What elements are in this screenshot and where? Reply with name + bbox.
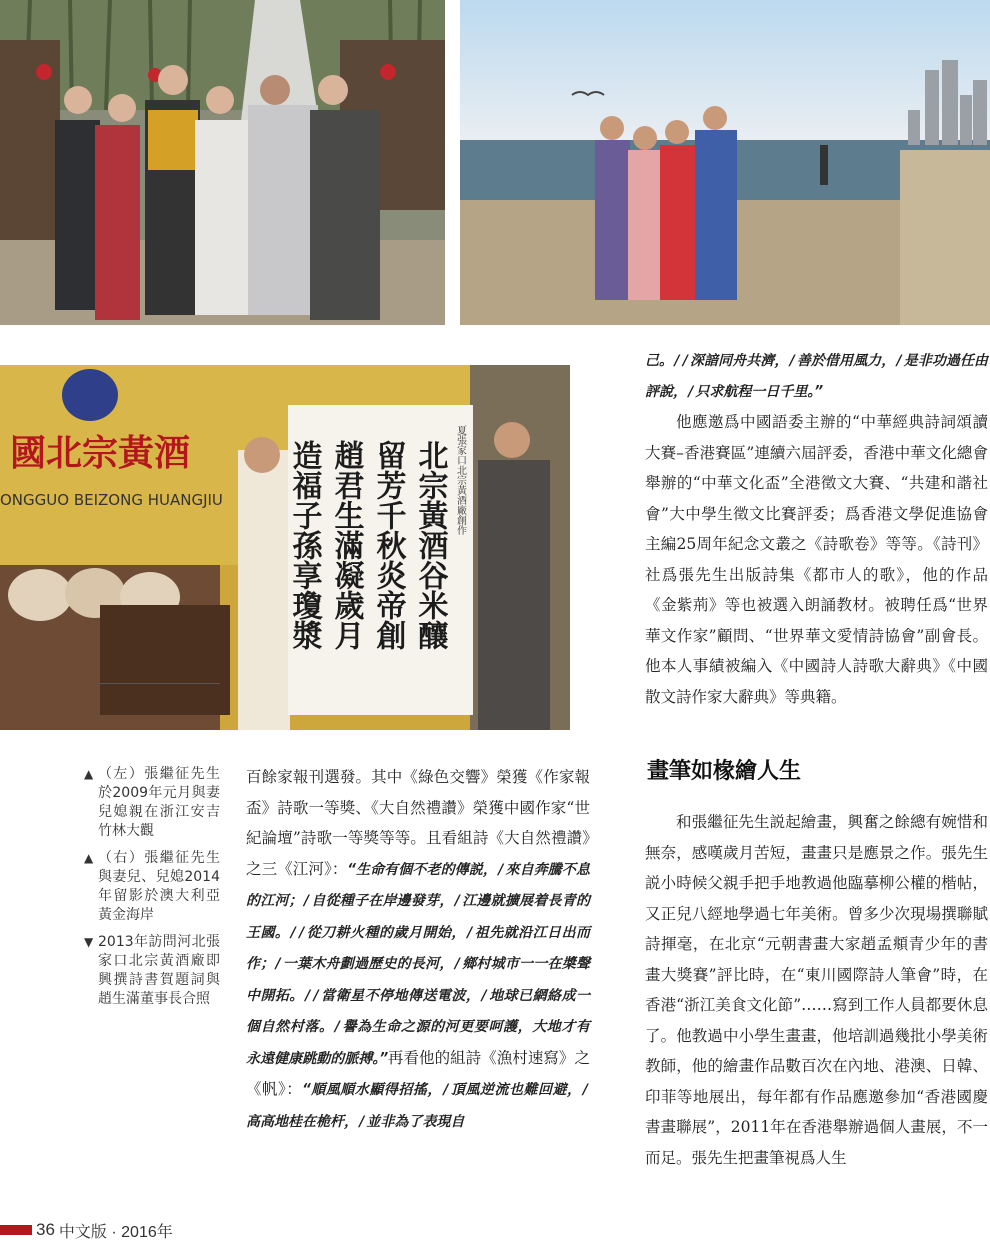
scroll-side-text: 夏張家口北宗黃酒廠創作 xyxy=(454,425,466,535)
poem-text: 己。//深諳同舟共濟，/善於借用風力，/是非功過任由評說，/只求航程一日千里。” xyxy=(645,353,988,400)
article-paragraph: 和張繼征先生説起繪畫，興奮之餘總有婉惜和無奈，感嘆歲月苦短，畫畫只是應景之作。張先生説小時候父親手把手地教過他臨摹柳公權的楷帖，又正兒八經地學過七年美術。曾多少次現場撰聯賦詩揮毫，在北京“元朝書畫大家趙孟頫青少年的書畫大獎賽”評比時，在“東川國際詩人筆會”時，在香港“浙江美食文化節”……寫到工作人員都要休息了。他教過中小學生畫畫，他培訓過幾批小學美術教師，他的繪畫作品數百次在內地、港澳、日韓、印菲等地展出，每年都有作品應邀參加“香港國慶書畫聯展”，2011年在香港舉辦過個人畫展，不一而足。張先生把畫筆視爲人生 xyxy=(645,813,988,1167)
scroll-line-3: 趙君生滿凝歲月 xyxy=(328,440,364,650)
article-paragraph xyxy=(246,762,590,1137)
caption-left xyxy=(84,765,220,841)
page-number: 36 xyxy=(36,1220,55,1239)
winery-logo-icon xyxy=(62,369,118,421)
article-column-right-bottom xyxy=(645,807,988,1173)
photo-captions xyxy=(84,765,220,1017)
winery-sign-pinyin: ONGGUO BEIZONG HUANGJIU xyxy=(0,491,223,509)
article-column-right-top xyxy=(645,346,988,712)
triangle-up-icon: ▲ xyxy=(84,767,94,781)
triangle-down-icon: ▼ xyxy=(84,935,94,949)
winery-sign: 國北宗黃酒 xyxy=(10,432,191,474)
scroll-line-4: 造福子孫享瓊漿 xyxy=(286,440,322,650)
body-text: 再看他的組詩《漁村速寫》之《帆》： xyxy=(246,1048,590,1098)
triangle-up-icon: ▲ xyxy=(84,851,94,865)
scroll-line-2: 留芳千秋炎帝創 xyxy=(370,440,406,650)
caption-below xyxy=(84,933,220,1009)
poem-text: “順風順水顯得招搖，/頂風逆流也難回避，/高高地桂在桅杆，/並非為了表現自 xyxy=(246,1082,590,1130)
caption-text: （右）張繼征先生與妻兒、兒媳2014年留影於澳大利亞黃金海岸 xyxy=(98,850,220,923)
section-heading: 畫筆如椽繪人生 xyxy=(647,759,802,784)
poem-text: “生命有個不老的傳説，/來自奔騰不息的江河；/自從種子在岸邊發芽，/江邊就擴展着長青的王國。//從刀耕火種的歲月開始，/祖先就沿江日出而作；/一葉木舟劃過歷史的長河，/鄉村城市一一在槳聲中開拓。//當衛星不停地傳送電波，/地球已網絡成一個自然村落。/譽為生命之源的河更要呵護，大地才有永遠健康跳動的脈搏。” xyxy=(246,861,590,1067)
body-text: 百餘家報刊選發。其中《綠色交響》榮獲《作家報盃》詩歌一等獎、《大自然禮讚》榮獲中國作家“世紀論壇”詩歌一等獎等等。且看組詩《大自然禮讚》之三《江河》： xyxy=(246,768,590,878)
page-footer xyxy=(0,1219,173,1241)
edition-label: 中文版 · 2016年 xyxy=(58,1223,173,1241)
article-paragraph: 他應邀爲中國語委主辦的“中華經典詩詞頌讀大賽–香港賽區”連續六屆評委，香港中華文化總會舉辦的“中華文化盃”全港徵文大賽、“共建和諧社會”大中學生徵文比賽評委；爲香港文學促進協會主編25周年紀念文叢之《詩歌卷》等等。《詩刊》社爲張先生出版詩集《都市人的歌》，他的作品《金紫荊》等也被選入朗誦教材。被聘任爲“世界華文作家”顧問、“世界華文愛情詩協會”副會長。他本人事績被編入《中國詩人詩歌大辭典》《中國散文詩作家大辭典》等典籍。 xyxy=(645,413,988,706)
footer-accent-bar xyxy=(0,1225,32,1235)
photo-bamboo-forest xyxy=(0,0,445,325)
scroll-line-1: 北宗黃酒谷米釀 xyxy=(412,440,448,650)
photo-winery-calligraphy xyxy=(0,365,570,730)
caption-divider xyxy=(97,683,220,684)
article-column-middle xyxy=(246,762,590,1137)
photo-beach xyxy=(460,0,990,325)
caption-text: 2013年訪問河北張家口北宗黃酒廠即興撰詩書賀題詞與趙生滿董事長合照 xyxy=(98,934,220,1007)
caption-right xyxy=(84,849,220,925)
caption-text: （左）張繼征先生於2009年元月與妻兒媳親在浙江安吉竹林大觀 xyxy=(98,766,220,839)
